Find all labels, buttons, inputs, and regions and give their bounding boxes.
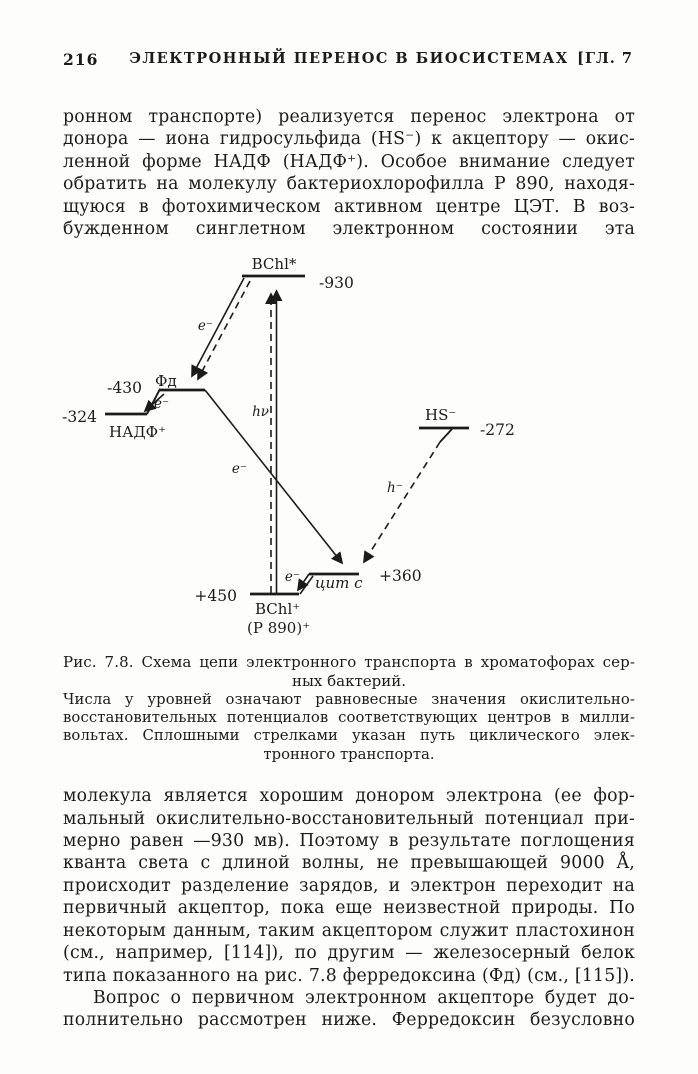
caption-note-line: тронного транспорта. <box>263 745 435 763</box>
value-hs: -272 <box>480 421 515 440</box>
text-line: молекула является хорошим донором электрона (ее фор- <box>63 786 635 807</box>
page-number: 216 <box>63 50 99 69</box>
value-bchl-star: -930 <box>319 274 354 293</box>
text-line: полнительно рассмотрен ниже. Ферредоксин безусловно <box>63 1010 635 1031</box>
running-head <box>63 0 635 70</box>
text-line: ронном транспорте) реализуется перенос электрона от <box>63 107 635 127</box>
text-line: (см., например, [114]), по другим — железосерный белок <box>63 943 635 964</box>
caption-note-line: вольтах. Сплошными стрелками указан путь циклического элек- <box>63 727 635 745</box>
text-line: мальный окислительно-восстановительный потенциал при- <box>63 808 635 829</box>
chapter-label: [ГЛ. 7 <box>577 50 633 67</box>
label-e-bchl: e⁻ <box>284 569 300 586</box>
caption-line: ных бактерий. <box>291 672 407 691</box>
paragraph-1 <box>63 106 635 240</box>
caption-line: Рис. 7.8. Схема цепи электронного транспорта в хроматофорах сер- <box>63 653 635 672</box>
h-arrow-hs-to-cyt <box>364 442 440 562</box>
paragraph-2 <box>63 785 635 987</box>
text-line: щуюся в фотохимическом активном центре ЦЭТ. В воз- <box>63 196 635 217</box>
label-bchl-plus: BChl⁺ <box>255 600 301 619</box>
e-arrow-fd-to-cyt <box>205 390 342 563</box>
label-fd: Фд <box>155 372 177 391</box>
text-line: бужденном синглетном электронном состоянии эта <box>63 219 635 240</box>
label-hv: hν <box>252 404 269 421</box>
label-hs: HS⁻ <box>425 406 457 425</box>
paragraph-3 <box>63 987 635 1032</box>
figure-7-8-diagram <box>0 246 569 645</box>
text-line: типа показанного на рис. 7.8 ферредоксина (Фд) (см., [115]). <box>63 965 635 986</box>
text-line: ленной форме НАДФ (НАДФ⁺). Особое внимание следует <box>63 151 635 172</box>
caption-note-line: Числа у уровней означают равновесные значения окислительно- <box>63 690 635 708</box>
running-title: ЭЛЕКТРОННЫЙ ПЕРЕНОС В БИОСИСТЕМАХ <box>129 50 569 67</box>
label-h-minus: h⁻ <box>387 480 403 497</box>
text-line: кванта света с длиной волны, не превышающей 9000 Å, <box>63 853 635 874</box>
value-fd: -430 <box>107 379 142 398</box>
text-line: происходит разделение зарядов, и электрон переходит на <box>63 875 635 896</box>
caption-note-line: восстановительных потенциалов соответствующих центров в милли- <box>63 709 635 727</box>
value-cyt-c: +360 <box>379 567 422 586</box>
energy-level-diagram <box>0 246 577 641</box>
figure-caption <box>63 653 635 764</box>
text-line: Вопрос о первичном электронном акцепторе будет до- <box>93 987 635 1008</box>
step-hs <box>440 429 452 442</box>
label-e-top: e⁻ <box>197 318 213 335</box>
label-e-nadp: e⁻ <box>154 396 170 413</box>
text-line: донора — иона гидросульфида (HS⁻) к акцептору — окис- <box>63 129 635 150</box>
text-line: первичный акцептор, пока еще неизвестной природы. По <box>63 898 635 919</box>
label-bchl-star: BChl* <box>251 255 297 274</box>
label-e-cyt: e⁻ <box>231 461 247 478</box>
label-cyt-c: цит c <box>315 574 363 593</box>
text-line: обратить на молекулу бактериохлорофилла Р 890, находя- <box>63 174 635 195</box>
text-line: мерно равен —930 мв). Поэтому в результате поглощения <box>63 831 635 852</box>
value-nadp: -324 <box>62 408 97 427</box>
label-nadp: НАДФ⁺ <box>109 423 167 442</box>
value-bchl-plus: +450 <box>194 587 237 606</box>
text-line: некоторым данным, таким акцептором служит пластохинон <box>63 920 635 941</box>
label-p890: (Р 890)⁺ <box>247 619 311 638</box>
